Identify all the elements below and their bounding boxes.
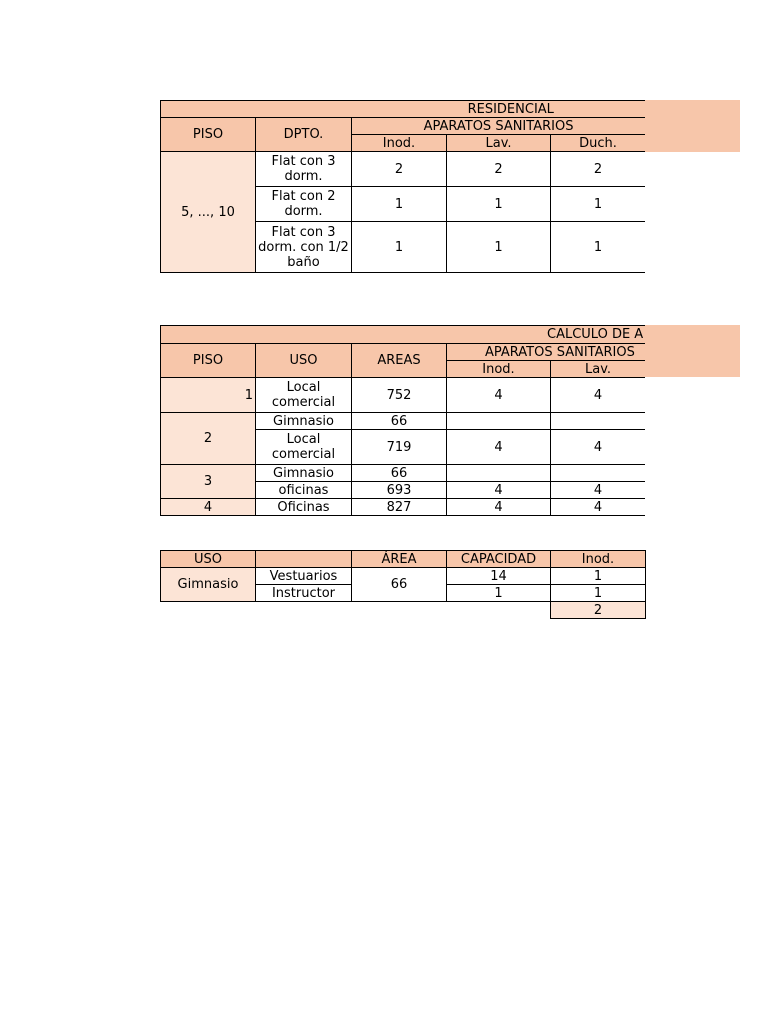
calculo-inod-cell: 4 bbox=[447, 378, 551, 413]
calculo-uso-cell: Gimnasio bbox=[256, 413, 352, 430]
calculo-area-cell: 693 bbox=[352, 482, 447, 499]
calculo-table-clip bbox=[160, 325, 645, 516]
calculo-title: CALCULO DE A bbox=[547, 327, 644, 342]
calculo-lav-cell: 4 bbox=[551, 499, 646, 516]
calculo-lav-cell: 4 bbox=[551, 482, 646, 499]
gimnasio-inod-cell: 1 bbox=[551, 585, 646, 602]
calculo-lav-cell: 4 bbox=[551, 430, 646, 465]
gimnasio-blank-header bbox=[256, 551, 352, 568]
residential-aparatos-header: APARATOS SANITARIOS bbox=[352, 118, 646, 135]
calculo-title-cell bbox=[161, 326, 646, 344]
gimnasio-empty-cell bbox=[161, 602, 256, 619]
calculo-aparatos-header: APARATOS SANITARIOS bbox=[447, 344, 646, 361]
calculo-piso-cell: 1 bbox=[161, 378, 256, 413]
residential-dpto-header: DPTO. bbox=[256, 118, 352, 152]
calculo-lav-cell bbox=[551, 413, 646, 430]
gimnasio-sub-cell: Instructor bbox=[256, 585, 352, 602]
gimnasio-inod-header: Inod. bbox=[551, 551, 646, 568]
gimnasio-capacidad-cell: 14 bbox=[447, 568, 551, 585]
residential-title-cell bbox=[161, 101, 646, 118]
residential-inod-cell: 1 bbox=[352, 222, 447, 273]
calculo-piso-cell: 4 bbox=[161, 499, 256, 516]
residential-dpto-cell: Flat con 3 dorm. bbox=[256, 152, 352, 187]
calculo-piso-header: PISO bbox=[161, 344, 256, 378]
calculo-uso-header: USO bbox=[256, 344, 352, 378]
calculo-area-cell: 66 bbox=[352, 465, 447, 482]
calculo-table bbox=[160, 325, 645, 516]
residential-dpto-cell: Flat con 2 dorm. bbox=[256, 187, 352, 222]
residential-duch-header: Duch. bbox=[551, 135, 646, 152]
residential-title: RESIDENCIAL bbox=[467, 101, 554, 117]
residential-table-clip bbox=[160, 100, 645, 274]
residential-dpto-cell: Flat con 3 dorm. con 1/2 baño bbox=[256, 222, 352, 273]
calculo-area-cell: 66 bbox=[352, 413, 447, 430]
calculo-areas-header: AREAS bbox=[352, 344, 447, 378]
gimnasio-sub-cell: Vestuarios bbox=[256, 568, 352, 585]
calculo-inod-cell: 4 bbox=[447, 499, 551, 516]
residential-duch-cell: 1 bbox=[551, 222, 646, 273]
residential-table bbox=[160, 100, 645, 273]
calculo-lav-cell: 4 bbox=[551, 378, 646, 413]
residential-piso-value: 5, ..., 10 bbox=[161, 152, 256, 273]
calculo-lav-header: Lav. bbox=[551, 361, 646, 378]
gimnasio-area-cell: 66 bbox=[352, 568, 447, 602]
calculo-piso-cell: 3 bbox=[161, 465, 256, 499]
residential-lav-header: Lav. bbox=[447, 135, 551, 152]
calculo-inod-cell bbox=[447, 413, 551, 430]
calculo-uso-cell: Local comercial bbox=[256, 430, 352, 465]
residential-piso-header: PISO bbox=[161, 118, 256, 152]
calculo-inod-header: Inod. bbox=[447, 361, 551, 378]
calculo-area-cell: 827 bbox=[352, 499, 447, 516]
gimnasio-empty-cell bbox=[447, 602, 551, 619]
calculo-lav-cell bbox=[551, 465, 646, 482]
gimnasio-capacidad-header: CAPACIDAD bbox=[447, 551, 551, 568]
calculo-area-cell: 719 bbox=[352, 430, 447, 465]
residential-lav-cell: 1 bbox=[447, 222, 551, 273]
residential-inod-cell: 2 bbox=[352, 152, 447, 187]
calculo-uso-cell: Gimnasio bbox=[256, 465, 352, 482]
calculo-uso-cell: Oficinas bbox=[256, 499, 352, 516]
residential-duch-cell: 1 bbox=[551, 187, 646, 222]
gimnasio-total-inod: 2 bbox=[551, 602, 646, 619]
gimnasio-capacidad-cell: 1 bbox=[447, 585, 551, 602]
gimnasio-inod-cell: 1 bbox=[551, 568, 646, 585]
calculo-uso-cell: Local comercial bbox=[256, 378, 352, 413]
residential-inod-cell: 1 bbox=[352, 187, 447, 222]
gimnasio-table bbox=[160, 550, 646, 619]
calculo-inod-cell bbox=[447, 465, 551, 482]
calculo-uso-cell: oficinas bbox=[256, 482, 352, 499]
gimnasio-area-header: ÁREA bbox=[352, 551, 447, 568]
calculo-inod-cell: 4 bbox=[447, 482, 551, 499]
gimnasio-empty-cell bbox=[256, 602, 352, 619]
calculo-area-cell: 752 bbox=[352, 378, 447, 413]
residential-inod-header: Inod. bbox=[352, 135, 447, 152]
calculo-inod-cell: 4 bbox=[447, 430, 551, 465]
residential-lav-cell: 1 bbox=[447, 187, 551, 222]
gimnasio-uso-header: USO bbox=[161, 551, 256, 568]
residential-lav-cell: 2 bbox=[447, 152, 551, 187]
calculo-piso-cell: 2 bbox=[161, 413, 256, 465]
gimnasio-uso-cell: Gimnasio bbox=[161, 568, 256, 602]
residential-duch-cell: 2 bbox=[551, 152, 646, 187]
gimnasio-empty-cell bbox=[352, 602, 447, 619]
